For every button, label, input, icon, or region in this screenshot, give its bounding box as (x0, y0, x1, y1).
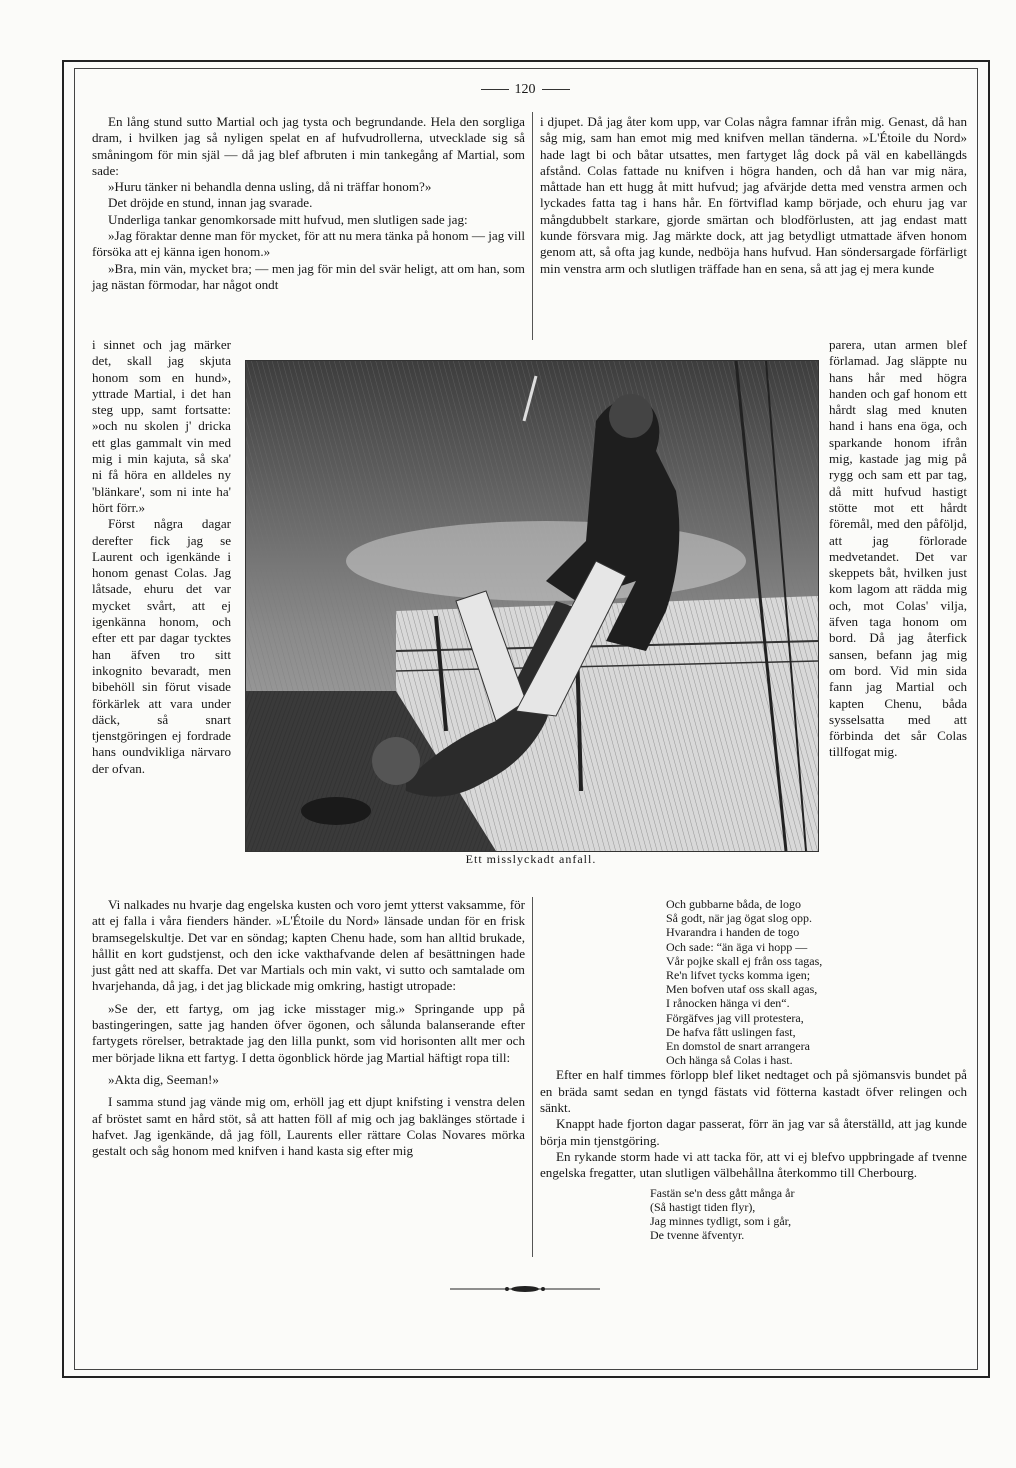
paragraph: Underliga tankar genomkorsade mitt hufvud, men slutligen sade jag: (108, 211, 468, 227)
poem-line: Re'n lifvet tycks komma igen; (666, 968, 811, 983)
poem-line: Förgäfves jag vill protestera, (666, 1010, 804, 1025)
poem-line: De tvenne äfventyr. (650, 1228, 745, 1243)
poem-line: Och gubbarne båda, de logo (666, 897, 801, 911)
column-divider-bottom (532, 897, 533, 1257)
poem-line: Vår pojke skall ej från oss tagas, (666, 953, 823, 968)
poem-line: De hafva fått uslingen fast, (666, 1024, 796, 1039)
poem-line: Och sade: “än äga vi hopp — (666, 939, 808, 954)
paragraph: parera, utan armen blef förlamad. Jag släppte nu hans hår med högra handen och gaf honom ett hårdt slag med knuten hand i hans ena öga, och sparkande honom ifrån mig, kastade jag mig på rygg och sam ett par tag, då mitt hufvud hastigt stötte mot ett hårdt föremål, med den påföljd, att jag förlorade medvetandet. Det var skeppets båt, hvilken just kom lagom att rädda mig och, mot Colas' vilja, äfven taga honom om bord. Då jag återfick sansen, befann jag mig om bord. Vid min sida fann jag Martial och kapten Chenu, båda sysselsatta med att förbinda det sår Colas tillfogat mig. (829, 337, 967, 760)
poem-stanza (666, 897, 967, 1067)
poem-line: Och hänga så Colas i hast. (666, 1053, 793, 1068)
page-number: 120 (450, 82, 600, 98)
left-column-top (92, 114, 525, 293)
paragraph: »Akta dig, Seeman!» (108, 1071, 219, 1087)
end-ornament (450, 1283, 600, 1295)
paragraph: »Se der, ett fartyg, om jag icke misstager mig.» Springande upp på bastingeringen, satte jag handen öfver ögonen, och sålunda balanserande efter fartygets rörelser, betraktade jag den lilla punkt, som vid horisonten allt mer och mer började likna ett fartyg. I detta ögonblick hörde jag Martial häftigt ropa till: (92, 1000, 525, 1065)
left-column-narrow (92, 337, 231, 777)
paragraph: Det dröjde en stund, innan jag svarade. (108, 195, 313, 211)
paragraph: Först några dagar derefter fick jag se Laurent och igenkände i honom genast Colas. Jag låtsade, ehuru det var mycket svårt, att ej igenkänna honom, och efter ett par dagar tycktes han äfven tro sitt inkognito bevaradt, men bibehöll sin förut visade förkärlek att vara under däck, så snart tjenstgöringen ej fordrade hans oundvikliga närvaro der ofvan. (92, 516, 231, 776)
poem-line: Fastän se'n dess gått många år (650, 1185, 795, 1200)
right-column-bottom (540, 897, 967, 1242)
paragraph: »Huru tänker ni behandla denna usling, då ni träffar honom?» (108, 179, 432, 195)
paragraph: Efter en half timmes förlopp blef liket nedtaget och på sjömansvis bundet på en bräda samt sedan en tyngd fästats vid fötterna kastadt öfver relingen och sänkt. (540, 1067, 967, 1116)
poem-line: I rånocken hänga vi den“. (666, 996, 790, 1011)
paragraph: Knappt hade fjorton dagar passerat, förr än jag var så återställd, att jag kunde börja min tjenstgöring. (540, 1116, 967, 1148)
closing-verse (650, 1186, 967, 1243)
engraving-illustration (245, 360, 819, 852)
poem-line: Så godt, när jag ögat slog opp. (666, 911, 812, 926)
paragraph: En lång stund sutto Martial och jag tysta och begrundande. Hela den sorgliga dram, i hvilken jag så nyligen spelat en af hufvudrollerna, utvecklade sig så småningom för min själ — då jag blef afbruten i min tankegång af Martial, som sade: (92, 114, 525, 178)
paragraph: En rykande storm hade vi att tacka för, att vi ej blefvo uppbringade af tvenne engelska fregatter, utan slutligen välbehållna återkommo till Cherbourg. (540, 1148, 967, 1181)
poem-line: Men bofven utaf oss skall agas, (666, 982, 818, 997)
engraving-drawing (246, 361, 818, 851)
illustration-caption: Ett misslyckadt anfall. (465, 852, 597, 866)
right-column-narrow (829, 337, 967, 761)
paragraph: Vi nalkades nu hvarje dag engelska kusten och voro jemt ytterst vaksamme, för att ej falla i våra fienders händer. »L'Étoile du Nord» länsade undan för en frisk bramsegelskultje. Det var en söndag; kapten Chenu hade, som han alltid brukade, hållit en kort gudstjenst, och den icke vakthafvande delen af besättningen hade just gått ned att skaffa. Det var Martials och min vakt, vi sutto och samtalade om hvarjehanda, då jag, i det jag blickade mig omkring, hastigt utropade: (92, 897, 525, 994)
column-divider-top (532, 112, 533, 340)
paragraph: »Jag föraktar denne man för mycket, för att nu mera tänka på honom — jag vill försöka att ej känna igen honom.» (92, 228, 525, 260)
paragraph: »Bra, min vän, mycket bra; — men jag för min del svär heligt, att om han, som jag nästan förmodar, har något ondt (92, 260, 525, 292)
poem-line: En domstol de snart arrangera (666, 1039, 810, 1054)
right-column-top (540, 114, 967, 277)
left-column-bottom (92, 897, 525, 1159)
poem-line: Jag minnes tydligt, som i går, (650, 1213, 792, 1228)
poem-line: (Så hastigt tiden flyr), (650, 1199, 756, 1214)
paragraph: I samma stund jag vände mig om, erhöll jag ett djupt knifsting i venstra delen af bröstet samt en hård stöt, så att hatten föll af mig och jag baklänges störtade i hafvet. Jag igenkände, då jag föll, Laurents eller rättare Colas Novares mörka gestalt och såg honom med knifven i hand kasta sig efter mig (92, 1094, 525, 1159)
poem-line: Hvarandra i handen de togo (666, 925, 800, 940)
paragraph: i djupet. Då jag åter kom upp, var Colas några famnar ifrån mig. Genast, då han såg mig, sam han emot mig med knifven mellan tänderna. »L'Étoile du Nord» hade lagt bi och båtar utsattes, men fartyget låg dock på väl en kabellängds afstånd. Colas fattade nu knifven i högra handen, och då han var mig nära, måttade han ett hugg åt mitt hufvud; jag afvärjde detta med venstra armen och lyckades fatta tag i hans hår. En förtviflad kamp började, och ehuru jag var mångdubbelt starkare, gjorde smärtan och blodförlusten, att jag endast matt kunde försvara mig. Jag märkte dock, att jag betydligt utmattade äfven honom genom att, så ofta jag kunde, nedböja hans hufvud. Han söndersargade förfärligt min venstra arm och slutligen träffade han en sena, så att jag ej mera kunde (540, 114, 967, 276)
paragraph: i sinnet och jag märker det, skall jag skjuta honom som en hund», yttrade Martial, i det han steg upp, samt fortsatte: »och nu skolen j' dricka ett glas gammalt vin med mig i min kajuta, så ska' ni få höra en alldeles ny 'blänkare', som ni inte ha' hört förr.» (92, 337, 231, 515)
